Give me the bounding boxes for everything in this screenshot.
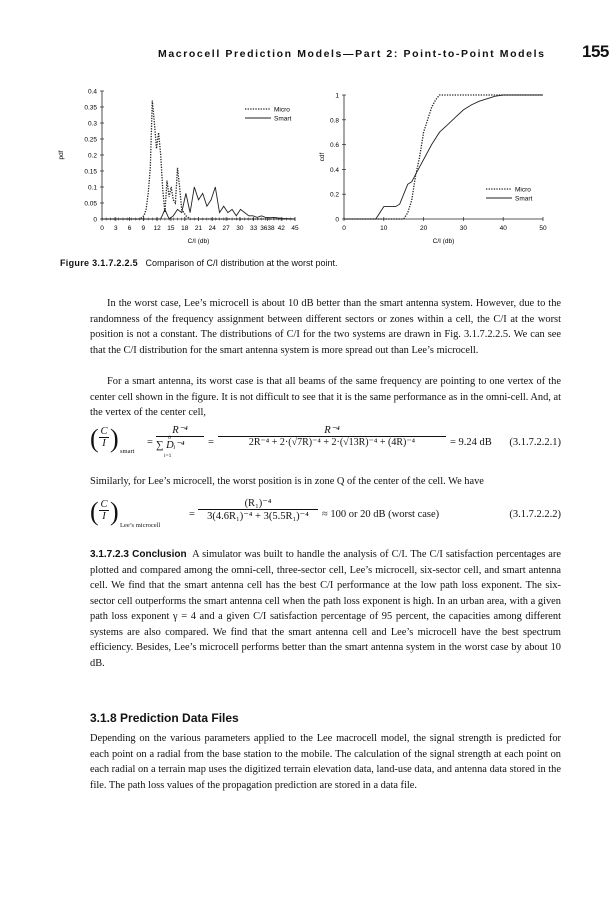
figure-label: Figure 3.1.7.2.2.5: [60, 258, 138, 268]
eq1-frac1-den: ∑ Dᵢ⁻⁴: [156, 440, 185, 451]
eq2-lhs-num: C: [100, 499, 108, 510]
eq2-lhs-sub: Lee’s microcell: [120, 522, 161, 529]
y-tick-label: 0.4: [329, 166, 339, 174]
eq2-frac-num: (R₁)⁻⁴: [198, 497, 318, 510]
cdf-chart: [318, 82, 558, 247]
y-tick-label: 0.4: [87, 88, 97, 96]
series-line-smart: [102, 187, 295, 219]
x-tick-label: 18: [181, 225, 189, 232]
x-tick-label: 30: [459, 225, 468, 232]
x-tick-label: 33: [250, 225, 258, 232]
x-tick-label: 3638: [260, 225, 275, 232]
legend-label-smart: Smart: [274, 115, 292, 123]
x-tick-label: 21: [194, 225, 203, 232]
y-tick-label: 0.15: [84, 168, 97, 176]
paragraph-worst-case: In the worst case, Lee’s microcell is about 10 dB better than the smart antenna system. However, due to the randomness of the frequency assignment between different sectors or zones within a cell, the C/I at the worst position is not a constant. The distributions of C/I for the two systems are drawn in Fig. 3.1.7.2.2.5. We can see that the C/I distribution for the smart antenna system is more spread out than Lee’s microcell.: [90, 298, 561, 356]
eq1-sum-top: 6: [168, 435, 171, 441]
eq1-frac2-num: R⁻⁴: [218, 424, 446, 437]
pdf-chart: [55, 82, 305, 247]
x-tick-label: 3: [113, 225, 118, 232]
x-tick-label: 10: [380, 225, 388, 232]
x-tick-label: 42: [277, 225, 285, 232]
eq1-frac2-den: 2R⁻⁴ + 2·(√7R)⁻⁴ + 2·(√13R)⁻⁴ + (4R)⁻⁴: [248, 437, 416, 448]
x-tick-label: 20: [419, 225, 428, 232]
eq2-number: (3.1.7.2.2.2): [509, 509, 561, 520]
x-tick-label: 0: [100, 225, 104, 232]
header-title: Macrocell Prediction Models—Part 2: Point-to-Point Models: [158, 48, 546, 60]
series-line-micro: [344, 95, 543, 219]
y-tick-label: 0.8: [329, 117, 339, 125]
legend-label-smart: Smart: [515, 195, 533, 203]
x-tick-label: 6: [127, 225, 132, 232]
eq1-number: (3.1.7.2.2.1): [509, 437, 561, 448]
paragraph-smart-antenna: For a smart antenna, its worst case is that all beams of the same frequency are pointing to one vertex of the center cell shown in the figure. It is not difficult to see that it is the same performance as in the omni-cell. And, at the vertex of the center cell,: [90, 376, 561, 418]
eq1-lhs-num: C: [100, 426, 108, 437]
x-tick-label: 15: [167, 225, 175, 232]
eq2-result: ≈ 100 or 20 dB (worst case): [322, 509, 440, 520]
y-tick-label: 0: [93, 216, 97, 224]
x-tick-label: 30: [236, 225, 244, 232]
legend-label-micro: Micro: [274, 106, 290, 114]
equation-1: ( $\frac{C}{I}$ ) smart = R⁻⁴ 6 ∑ Dᵢ⁻⁴ i=1 = $\frac{\text{R⁻⁴}}{\text{2R⁻⁴ + 2·(√7R)⁻⁴ + 2·(√13R)⁻⁴ + (4R)⁻⁴}}$ = 9.24 dB (3.1.7.2.2.1): [90, 424, 561, 459]
x-axis-label: C/I (db): [187, 238, 210, 245]
x-tick-label: 27: [222, 225, 230, 232]
running-header: [0, 42, 613, 66]
y-tick-label: 0.3: [87, 120, 97, 128]
y-tick-label: 0: [335, 216, 339, 224]
eq1-sum-bottom: i=1: [164, 453, 172, 459]
x-tick-label: 40: [499, 225, 507, 232]
x-tick-label: 50: [539, 225, 547, 232]
y-axis-label: pdf: [58, 150, 65, 160]
series-line-smart: [344, 95, 543, 219]
equation-2: ( $\frac{C}{I}$ ) Lee’s microcell = $\frac{\text{(R₁)⁻⁴}}{\text{3(4.6R₁)⁻⁴ + 3(5.5R₁)⁻⁴}}$ ≈ 100 or 20 dB (worst case) (3.1.7.2.2.2): [90, 497, 561, 529]
x-tick-label: 24: [208, 225, 216, 232]
eq1-result: = 9.24 dB: [450, 437, 492, 448]
x-axis-label: C/I (db): [432, 238, 455, 245]
x-tick-label: 45: [291, 225, 299, 232]
y-tick-label: 1: [335, 92, 339, 100]
eq1-frac1-num: R⁻⁴: [156, 424, 204, 437]
eq2-lhs-den: I: [102, 511, 106, 522]
paragraph-prediction-data-files: Depending on the various parameters applied to the Lee macrocell model, the signal strength is predicted for each point on a radial from the base station to the mobile. The calculation of the signal strength at each point on each radial on a terrain map uses the digitized terrain elevation data, land-use data, and antenna data stored in the file. The path loss values of the propagation prediction are stored in a data file.: [90, 733, 561, 791]
y-tick-label: 0.2: [329, 191, 339, 199]
paragraph-conclusion: [90, 547, 561, 671]
y-tick-label: 0.6: [329, 142, 339, 150]
y-tick-label: 0.35: [84, 104, 97, 112]
legend-label-micro: Micro: [515, 186, 531, 194]
y-tick-label: 0.25: [84, 136, 97, 144]
x-tick-label: 0: [342, 225, 346, 232]
x-tick-label: 9: [141, 225, 146, 232]
figure-caption-text: Comparison of C/I distribution at the worst point.: [145, 258, 338, 268]
y-tick-label: 0.1: [87, 184, 97, 192]
eq1-lhs-sub: smart: [120, 448, 135, 455]
paragraph-lee-microcell: Similarly, for Lee’s microcell, the worst position is in zone Q of the center of the cell. We have: [90, 476, 484, 487]
y-axis-label: cdf: [319, 152, 326, 162]
figure-caption: [60, 258, 338, 268]
eq1-lhs-den: I: [102, 438, 106, 449]
y-tick-label: 0.2: [87, 152, 97, 160]
eq2-frac-den: 3(4.6R₁)⁻⁴ + 3(5.5R₁)⁻⁴: [207, 511, 309, 522]
section-heading: 3.1.8 Prediction Data Files: [90, 711, 239, 725]
conclusion-heading: 3.1.7.2.3 Conclusion: [90, 549, 187, 560]
y-tick-label: 0.05: [84, 200, 97, 208]
conclusion-text: A simulator was built to handle the analysis of C/I. The C/I satisfaction percentages are plotted and compared among the omni-cell, three-sector cell, Lee’s microcell, six-sector cell, and smart antenna cell. We find that the smart antenna cell has the best C/I performance at the low path loss exponent. The six-sector cell outperforms the smart antenna cell when the path loss exponent is high. In an urban area, with a given path loss exponent γ = 4 and a given C/I satisfaction percentage of 95 percent, the capacities among different systems are also compared. We find that the smart antenna cell and Lee’s microcell have the best spectrum efficiency. Besides, Lee’s microcell performs better than the smart antenna system in the worst case by about 10 dB.: [90, 549, 561, 669]
x-tick-label: 12: [153, 225, 161, 232]
page-number: 155: [582, 42, 609, 61]
